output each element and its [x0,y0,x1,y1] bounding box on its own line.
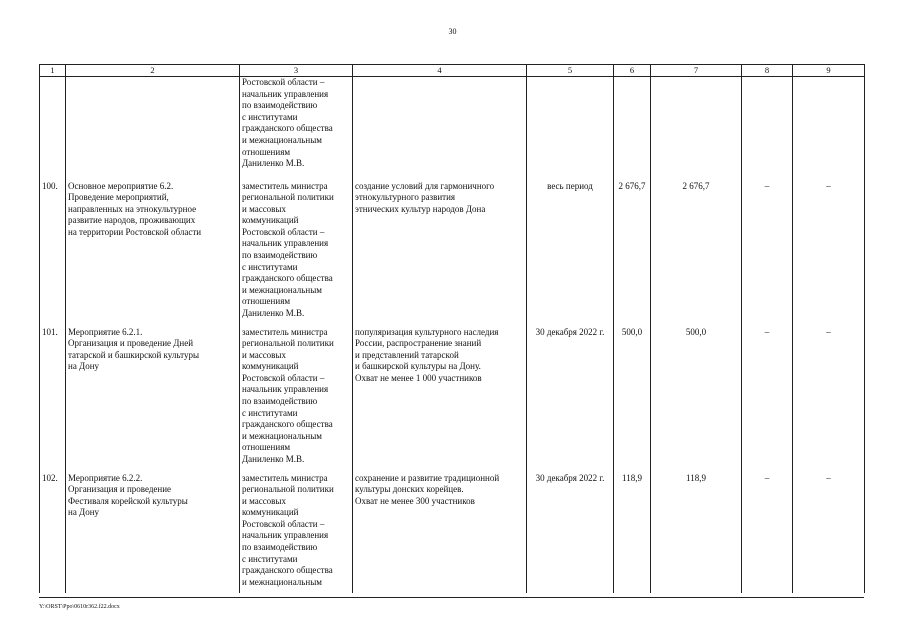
implementation-term: 30 декабря 2022 г. [527,473,614,593]
expected-result: создание условий для гармоничного этнокультурного развития этнических культур народов Дона [353,181,527,327]
cell-col-9: – [793,473,865,593]
table-row [40,473,865,593]
cell-col-8: – [742,181,793,327]
cell-col-9: – [793,327,865,473]
cell-col-7: 2 676,7 [651,181,742,327]
cell-col-6: 118,9 [614,473,651,593]
table-row [40,77,865,181]
row-number: 101. [40,327,66,473]
table-row [40,181,865,327]
cell-col-9: – [793,181,865,327]
implementation-term: 30 декабря 2022 г. [527,327,614,473]
expected-result: популяризация культурного наследия России, распространение знаний и представлений татарской и башкирской культуры на Дону. Охват не менее 1 000 участников [353,327,527,473]
row-number: 102. [40,473,66,593]
page-number: 30 [448,27,457,36]
cell-col-8 [742,77,793,181]
measure-name: Основное мероприятие 6.2. Проведение мероприятий, направленных на этнокультурное развитие народов, проживающих на территории Ростовской области [66,181,240,327]
expected-result: сохранение и развитие традиционной культуры донских корейцев. Охват не менее 300 участников [353,473,527,593]
program-measures-table [39,64,865,593]
column-header: 5 [527,65,614,77]
measure-name: Мероприятие 6.2.2. Организация и проведение Фестиваля корейской культуры на Дону [66,473,240,593]
implementation-term: весь период [527,181,614,327]
column-header-row [40,65,865,77]
column-header: 9 [793,65,865,77]
column-header: 4 [353,65,527,77]
column-header: 2 [66,65,240,77]
responsible-executor: Ростовской области – начальник управления по взаимодействию с институтами гражданского общества и межнациональным отношениям Даниленко М.В. [240,77,353,181]
cell-col-6 [614,77,651,181]
cell-col-6: 500,0 [614,327,651,473]
expected-result [353,77,527,181]
cell-col-8: – [742,473,793,593]
column-header: 7 [651,65,742,77]
cell-col-8: – [742,327,793,473]
column-header: 8 [742,65,793,77]
cell-col-9 [793,77,865,181]
column-header: 6 [614,65,651,77]
row-number: 100. [40,181,66,327]
row-number [40,77,66,181]
measure-name: Мероприятие 6.2.1. Организация и проведение Дней татарской и башкирской культуры на Дону [66,327,240,473]
measure-name [66,77,240,181]
implementation-term [527,77,614,181]
column-header: 3 [240,65,353,77]
footer-file-path: Y:\ORST\Ppo\0610r362.f22.docx [39,604,120,610]
responsible-executor: заместитель министра региональной политики и массовых коммуникаций Ростовской области – начальник управления по взаимодействию с институтами гражданского общества и межнациональным [240,473,353,593]
cell-col-7: 500,0 [651,327,742,473]
table-row [40,327,865,473]
responsible-executor: заместитель министра региональной политики и массовых коммуникаций Ростовской области – начальник управления по взаимодействию с институтами гражданского общества и межнациональным отношениям Даниленко М.В. [240,327,353,473]
cell-col-6: 2 676,7 [614,181,651,327]
table-bottom-rule [39,597,864,598]
column-header: 1 [40,65,66,77]
cell-col-7: 118,9 [651,473,742,593]
cell-col-7 [651,77,742,181]
responsible-executor: заместитель министра региональной политики и массовых коммуникаций Ростовской области – начальник управления по взаимодействию с институтами гражданского общества и межнациональным отношениям Даниленко М.В. [240,181,353,327]
